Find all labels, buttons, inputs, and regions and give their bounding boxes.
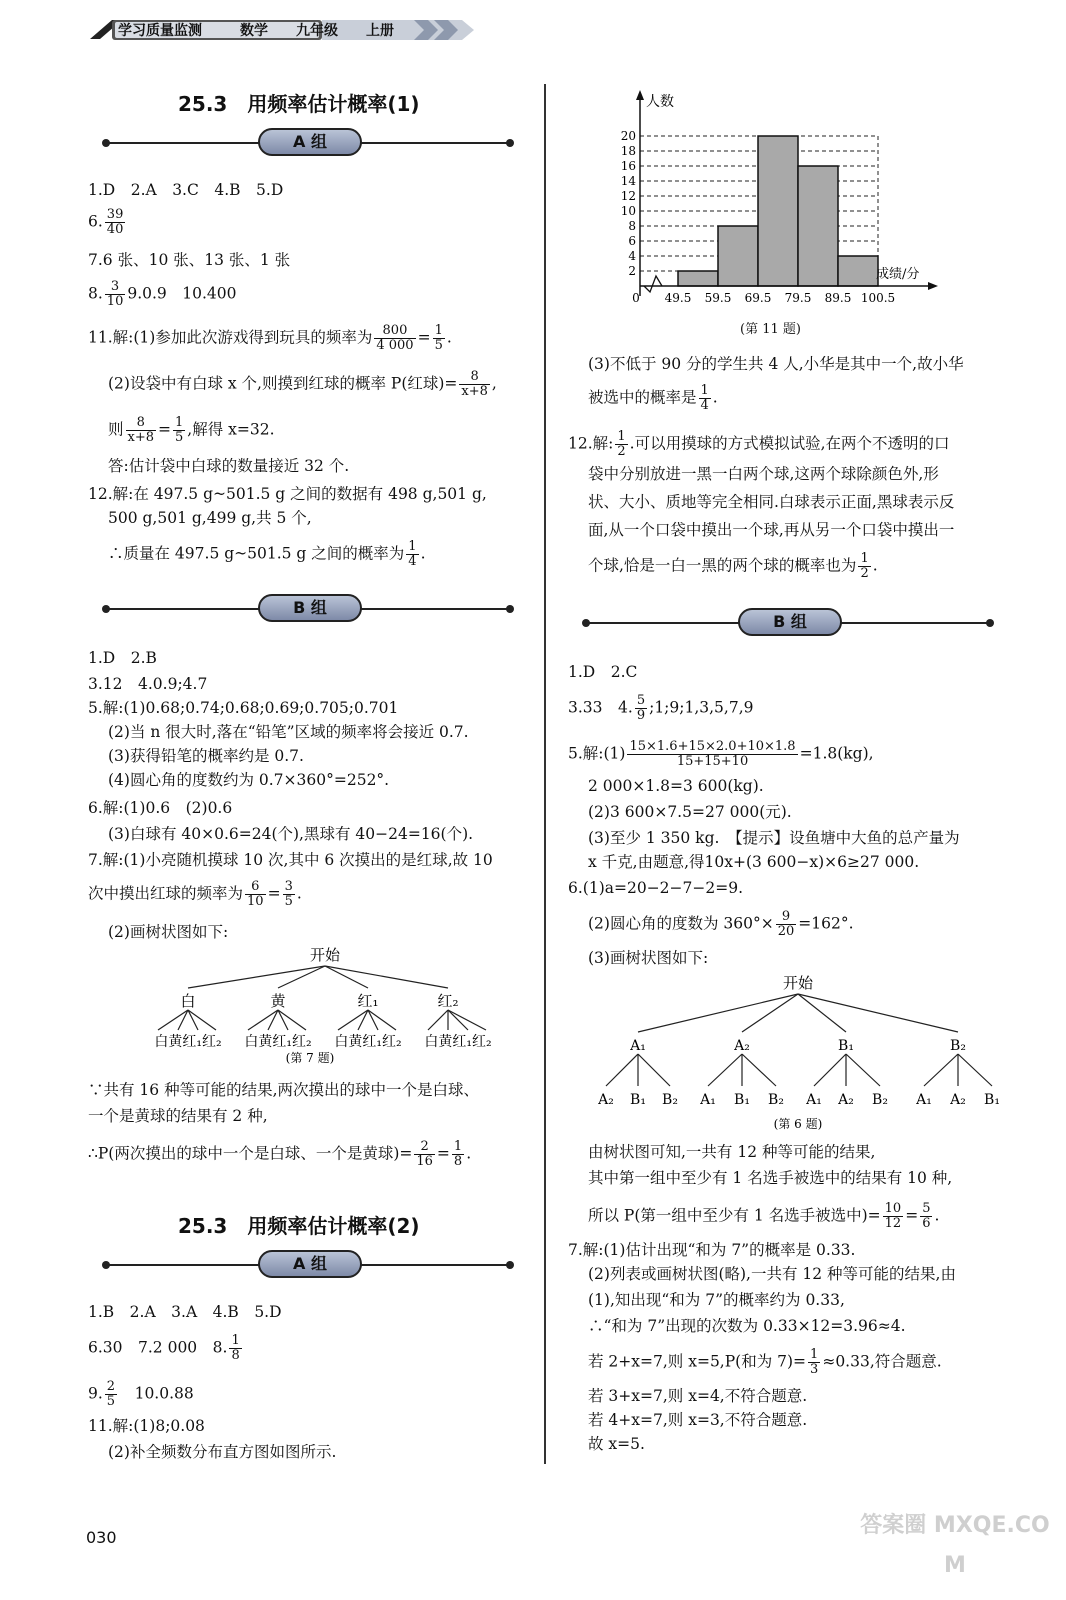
tree-leaf: A₂ [950, 1092, 966, 1108]
frac-num: 3 [105, 280, 126, 295]
tree-node: 白 [180, 992, 196, 1010]
x-axis-label: 成绩/分 [876, 267, 920, 282]
text: . [296, 884, 302, 903]
group-b-label: B 组 [738, 608, 842, 636]
tree-caption: (第 7 题) [285, 1051, 335, 1064]
frac-den: 12 [884, 1216, 902, 1231]
frac-den: 40 [106, 222, 124, 237]
tree-leaf: A₂ [598, 1092, 614, 1108]
y-tick-label: 8 [628, 219, 636, 233]
answer-line: 6.解:(1)0.6 (2)0.6 [88, 799, 233, 817]
text: 9.0.9 10.400 [127, 284, 237, 303]
answer-line [108, 540, 426, 569]
tree-leaves: 白黄红₁红₂ [334, 1034, 402, 1050]
frac-num: 5 [922, 1201, 931, 1216]
answer-line: (2)当 n 很大时,落在“铅笔”区域的频率将会接近 0.7. [108, 723, 469, 741]
answer-line [88, 880, 302, 909]
tree-caption: (第 6 题) [773, 1117, 823, 1131]
frac-num: 2 [106, 1379, 116, 1394]
text: 5.解:(1) [568, 744, 626, 763]
group-a-banner [102, 128, 514, 158]
frac-num: 5 [636, 693, 646, 708]
answer-line: 若 3+x=7,则 x=4,不符合题意. [588, 1387, 808, 1405]
tree-root: 开始 [782, 974, 814, 992]
answer-line: 若 4+x=7,则 x=3,不符合题意. [588, 1411, 808, 1429]
page-number: 030 [86, 1528, 117, 1547]
histogram-bar [718, 226, 758, 286]
tree-leaves: 白黄红₁红₂ [154, 1034, 222, 1050]
frac-den: 8 [453, 1154, 463, 1169]
text: , [491, 374, 497, 393]
answer-line: 7.解:(1)小亮随机摸球 10 次,其中 6 次摸出的是红球,故 10 [88, 851, 493, 869]
frac-den: 5 [434, 338, 443, 353]
text: 10.0.88 [119, 1384, 194, 1403]
frac-den: 4 000 [376, 338, 414, 353]
y-axis-label: 人数 [646, 94, 674, 110]
answer-line: 7.解:(1)估计出现“和为 7”的概率是 0.33. [568, 1241, 856, 1259]
section-title-1: 25.3 用频率估计概率(1) [178, 92, 420, 116]
answer-line [88, 280, 237, 309]
axis-break [644, 276, 662, 292]
text: 12.解: [568, 434, 614, 453]
answer-line: (2)补全频数分布直方图如图所示. [108, 1443, 337, 1461]
frac-num: 1 [408, 539, 417, 554]
text: . [446, 328, 452, 347]
histogram-bar [678, 271, 718, 286]
answer-line: 1.B 2.A 3.A 4.B 5.D [88, 1303, 282, 1321]
x-tick-label: 69.5 [744, 291, 772, 305]
q-label: 8. [88, 284, 103, 303]
frac-den: 5 [175, 430, 184, 445]
frac-num: 1 [453, 1139, 463, 1154]
frac-num: 1 [175, 415, 184, 430]
header-grade: 九年级 [296, 23, 338, 39]
tree-leaf: A₁ [700, 1092, 716, 1108]
text: = [158, 420, 172, 439]
frac-num: 2 [414, 1140, 435, 1155]
frac-num: 15×1.6+15×2.0+10×1.8 [629, 739, 796, 754]
group-a-label: A 组 [258, 1250, 362, 1278]
y-tick-label: 20 [620, 129, 636, 143]
y-tick-label: 16 [620, 159, 636, 173]
text: ∴P(两次摸出的球中一个是白球、一个是黄球)= [88, 1144, 413, 1163]
header-subject: 数学 [240, 23, 268, 39]
y-axis-arrow [636, 90, 644, 100]
text: = [267, 884, 281, 903]
x-tick-label: 100.5 [860, 291, 896, 305]
answer-line [568, 694, 754, 723]
answer-line: 12.解:在 497.5 g~501.5 g 之间的数据有 498 g,501 g, [88, 485, 487, 503]
frac-den: 2 [860, 566, 869, 581]
tree-node: A₂ [734, 1038, 750, 1054]
frac-num: 39 [106, 207, 124, 222]
header-volume: 上册 [366, 23, 394, 39]
frac-num: 1 [231, 1333, 240, 1348]
answer-line: 5.解:(1)0.68;0.74;0.68;0.69;0.705;0.701 [88, 699, 399, 717]
tree-node: 红₁ [357, 992, 379, 1010]
answer-line [568, 740, 874, 769]
answer-line: (3)画树状图如下: [588, 949, 709, 967]
tree-leaf: B₂ [768, 1092, 784, 1108]
answer-line [88, 324, 452, 353]
text: 6.30 7.2 000 8. [88, 1338, 228, 1357]
answer-line: (3)不低于 90 分的学生共 4 人,小华是其中一个,故小华 [588, 355, 964, 373]
column-divider [544, 84, 546, 1464]
tree-leaf: B₁ [984, 1092, 1000, 1108]
group-b-banner [102, 594, 514, 624]
tree-node: B₂ [950, 1038, 966, 1054]
answer-line: 面,从一个口袋中摸出一个球,再从另一个口袋中摸出一 [588, 521, 955, 539]
tree-leaf: B₂ [662, 1092, 678, 1108]
histogram-bar [838, 256, 878, 286]
text: =1.8(kg), [799, 744, 874, 763]
frac-num: 6 [245, 880, 266, 895]
text: . [466, 1144, 472, 1163]
answer-line: 状、大小、质地等完全相同.白球表示正面,黑球表示反 [588, 493, 955, 511]
frac-den: 3 [810, 1362, 819, 1377]
answer-line: 500 g,501 g,499 g,共 5 个, [108, 509, 312, 527]
frac-den: 6 [922, 1216, 931, 1231]
text: . [934, 1206, 940, 1225]
tree-leaf: A₁ [806, 1092, 822, 1108]
tree-leaf: A₂ [838, 1092, 854, 1108]
frac-num: 8 [459, 370, 490, 385]
answer-line [588, 910, 854, 939]
frac-num: 1 [434, 323, 443, 338]
tree-leaf: B₁ [630, 1092, 646, 1108]
answer-line: (3)白球有 40×0.6=24(个),黑球有 40−24=16(个). [108, 825, 474, 843]
text: 若 2+x=7,则 x=5,P(和为 7)= [588, 1352, 807, 1371]
answer-line: 1.D 2.B [88, 649, 157, 667]
frac-den: 9 [636, 708, 646, 723]
frac-den: 10 [106, 294, 124, 309]
histogram-bar [798, 166, 838, 286]
answer-line: (2)画树状图如下: [108, 923, 229, 941]
answer-line: 6.(1)a=20−2−7−2=9. [568, 879, 744, 897]
tree-leaf: B₁ [734, 1092, 750, 1108]
text: = [417, 328, 431, 347]
tree-node: 红₂ [437, 992, 459, 1010]
answer-line: 1.D 2.A 3.C 4.B 5.D [88, 181, 284, 199]
y-tick-label: 4 [628, 249, 636, 263]
text: 次中摸出红球的频率为 [88, 884, 244, 903]
answer-line: 由树状图可知,一共有 12 种等可能的结果, [588, 1143, 876, 1161]
answer-line: ∴“和为 7”出现的次数为 0.33×12=3.96≈4. [588, 1317, 906, 1335]
x-axis-arrow [928, 282, 938, 290]
tree-diagram-q7 [140, 944, 510, 1064]
answer-line: 11.解:(1)8;0.08 [88, 1417, 205, 1435]
answer-line: (3)至少 1 350 kg. 【提示】设鱼塘中大鱼的总产量为 [588, 829, 960, 847]
text: 所以 P(第一组中至少有 1 名选手被选中)= [588, 1206, 881, 1225]
answer-line [88, 1140, 471, 1169]
group-b-label: B 组 [258, 594, 362, 622]
y-tick-label: 10 [620, 204, 636, 218]
frac-den: 2 [617, 444, 626, 459]
text: ;1;9;1,3,5,7,9 [649, 698, 754, 717]
answer-line: 故 x=5. [588, 1435, 645, 1453]
text: 3.33 4. [568, 698, 633, 717]
answer-line [588, 1202, 939, 1231]
answer-line [568, 430, 950, 459]
answer-line [108, 416, 275, 445]
text: = [436, 1144, 450, 1163]
answer-line: 袋中分别放进一黑一白两个球,这两个球除颜色外,形 [588, 465, 939, 483]
text: 个球,恰是一白一黑的两个球的概率也为 [588, 556, 857, 575]
frac-den: 10 [247, 894, 264, 909]
answer-line: (1),知出现“和为 7”的概率约为 0.33, [588, 1291, 845, 1309]
frac-num: 8 [126, 416, 157, 431]
text: . [420, 544, 426, 563]
frac-den: x+8 [127, 430, 155, 445]
tree-root: 开始 [309, 946, 341, 964]
frac-den: 5 [284, 894, 293, 909]
text: ≈0.33,符合题意. [822, 1352, 942, 1371]
answer-line [88, 1334, 244, 1363]
tree-leaf: A₁ [916, 1092, 932, 1108]
header-book-title: 学习质量监测 [118, 23, 202, 39]
group-a-label: A 组 [258, 128, 362, 156]
frac-den: 20 [777, 924, 795, 939]
group-b-banner-right [582, 608, 994, 638]
x-tick-label: 89.5 [824, 291, 852, 305]
frac-den: 8 [231, 1348, 240, 1363]
answer-line [588, 1348, 942, 1377]
text: =162°. [798, 914, 854, 933]
answer-line [588, 552, 878, 581]
answer-line: (2)列表或画树状图(略),一共有 12 种等可能的结果,由 [588, 1265, 956, 1283]
histogram-chart [600, 86, 980, 318]
text: .可以用摸球的方式模拟试验,在两个不透明的口 [629, 434, 950, 453]
frac-num: 800 [374, 324, 415, 339]
tree-leaves: 白黄红₁红₂ [424, 1034, 492, 1050]
tree-node: B₁ [838, 1038, 854, 1054]
tree-node: A₁ [630, 1038, 646, 1054]
frac-den: 4 [408, 554, 417, 569]
y-tick-label: 18 [620, 144, 636, 158]
x-tick-label: 79.5 [784, 291, 812, 305]
frac-num: 1 [617, 429, 626, 444]
text: = [905, 1206, 919, 1225]
frac-den: 16 [416, 1154, 433, 1169]
header-bar [82, 14, 478, 44]
frac-den: 4 [700, 398, 709, 413]
answer-line: ∵共有 16 种等可能的结果,两次摸出的球中一个是白球、 [88, 1081, 480, 1099]
text: (2)设袋中有白球 x 个,则摸到红球的概率 P(红球)= [108, 374, 458, 393]
frac-den: 5 [106, 1394, 116, 1409]
answer-line [588, 384, 718, 413]
frac-num: 1 [700, 383, 709, 398]
text: 11.解:(1)参加此次游戏得到玩具的频率为 [88, 328, 373, 347]
answer-line: (3)获得铅笔的概率约是 0.7. [108, 747, 304, 765]
x-tick-label: 59.5 [704, 291, 732, 305]
answer-line: 1.D 2.C [568, 663, 638, 681]
x-tick-label: 49.5 [664, 291, 692, 305]
frac-den: 15+15+10 [676, 754, 749, 769]
frac-num: 10 [884, 1201, 902, 1216]
answer-line: x 千克,由题意,得10x+(3 600−x)×6≥27 000. [588, 853, 920, 871]
text: . [872, 556, 878, 575]
text: 被选中的概率是 [588, 388, 697, 407]
answer-line: (2)3 600×7.5=27 000(元). [588, 803, 792, 821]
chart-caption: (第 11 题) [740, 322, 801, 337]
frac-num: 1 [810, 1347, 819, 1362]
answer-line: 一个是黄球的结果有 2 种, [88, 1107, 268, 1125]
y-tick-label: 14 [620, 174, 636, 188]
y-tick-label: 6 [628, 234, 636, 248]
frac-num: 3 [284, 879, 293, 894]
section-title-2: 25.3 用频率估计概率(2) [178, 1214, 420, 1238]
answer-line: 3.12 4.0.9;4.7 [88, 675, 208, 693]
text: 9. [88, 1384, 103, 1403]
watermark: 答案圈 MXQE.COM [860, 1513, 1050, 1578]
answer-line: 答:估计袋中白球的数量接近 32 个. [108, 457, 350, 475]
histogram-bar [758, 136, 798, 286]
answer-line: 其中第一组中至少有 1 名选手被选中的结果有 10 种, [588, 1169, 953, 1187]
text: ,解得 x=32. [187, 420, 275, 439]
x-tick-label: 0 [632, 291, 640, 305]
answer-line: (4)圆心角的度数约为 0.7×360°=252°. [108, 771, 390, 789]
tree-diagram-q6 [584, 966, 1024, 1134]
answer-line: 7.6 张、10 张、13 张、1 张 [88, 251, 291, 269]
text: (2)圆心角的度数为 360°× [588, 914, 774, 933]
tree-leaf: B₂ [872, 1092, 888, 1108]
q-label: 6. [88, 212, 103, 231]
y-tick-label: 2 [628, 264, 636, 278]
answer-line [108, 370, 497, 399]
tree-leaves: 白黄红₁红₂ [244, 1034, 312, 1050]
group-a-banner-2 [102, 1250, 514, 1280]
text: 则 [108, 420, 124, 439]
answer-line: 2 000×1.8=3 600(kg). [588, 777, 764, 795]
y-tick-label: 12 [620, 189, 636, 203]
frac-num: 9 [776, 910, 797, 925]
text: ∴质量在 497.5 g~501.5 g 之间的概率为 [108, 544, 405, 563]
frac-den: x+8 [461, 384, 488, 399]
text: . [712, 388, 718, 407]
tree-node: 黄 [270, 992, 286, 1010]
frac-num: 1 [860, 551, 869, 566]
answer-line [88, 1380, 194, 1409]
answer-line [88, 208, 127, 237]
